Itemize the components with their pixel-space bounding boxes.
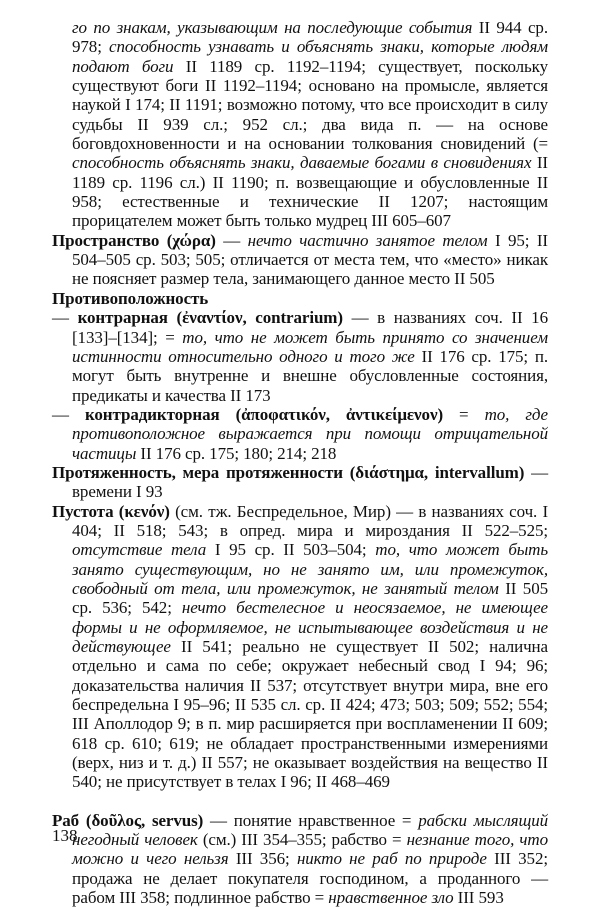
entry-text: — понятие нравственное = — [203, 810, 419, 830]
entry-headword: Раб (δοῦλος, servus) — [52, 810, 204, 830]
entry-text: (см.) III 354–355; рабство = — [197, 830, 407, 850]
entry-definition: незнание того, что можно и чего нельзя — [72, 830, 549, 869]
entry-headword: Протяженность, мера протяженности (διάστημα, intervallum) — [52, 462, 525, 482]
index-entry-protyazhennost — [52, 463, 548, 502]
entry-text: = — [443, 404, 485, 424]
entry-text: II 176 ср. 175; п. могут быть внутренне и внешне обусловленные состояния, предикаты и качества II 173 — [72, 346, 548, 405]
entry-definition: способность узнавать и объяснять знаки, которые людям подают боги — [72, 37, 548, 76]
entry-definition: способность объяснять знаки, даваемые богами в сновидениях — [72, 153, 532, 173]
entry-text: — — [215, 230, 248, 250]
entry-text: I 95; II 504–505 ср. 503; 505; отличается от места тем, что «место» никак не поясняет размер тела, занимающего данное место II 505 — [72, 230, 548, 289]
entry-definition: нечто бестелесное и неосязаемое, не имеющее формы и не оформляемое, не испытывающее воздействия и не действующее — [72, 598, 548, 656]
entry-definition: нравственное зло — [328, 888, 454, 907]
entry-headword: Противоположность — [52, 288, 209, 308]
index-subentry-kontradiktornaya — [52, 405, 548, 463]
entry-text: I 95 ср. II 503–504; — [206, 540, 376, 560]
entry-text: II 1189 ср. 1192–1194; существует, поскольку существуют боги II 1192–1194; основано на промысле, является наукой I 174; II 1191; возможно потому, что все происходит в силу судьбы II 939 сл.; 952 сл.; два вида п. — на основе боговдохновенности и на основании толкования сновидений (= — [72, 56, 549, 154]
entry-text: — времени I 93 — [72, 462, 548, 502]
entry-definition: то, где противоположное выражается при помощи отрицательной частицы — [72, 404, 548, 463]
entry-definition: отсутствие тела — [72, 540, 207, 560]
entry-headword: Пространство (χώρα) — [52, 230, 216, 250]
entry-text: II 505 ср. 536; 542; — [72, 578, 548, 618]
entry-definition: никто не раб по природе — [296, 849, 487, 869]
entry-headword: контрадикторная (ἀποφατικόν, ἀντικείμενον) — [84, 404, 444, 424]
index-page — [52, 18, 548, 907]
entry-text: II 541; реально не существует II 502; налична отдельно и сама по себе; окружает небесный свод I 94; 96; доказательства наличия II 537; отсутствует внутри мира, вне его беспредельна I 95–96; II 535 сл. ср. II 424; 473; 503; 509; 552; 554; III Аполлодор 9; в п. мир расширяется при воспламенении II 609; 618 ср. 610; 619; не обладает пространственными измерениями (верх, низ и т. д.) II 557; не оказывает воздействия на вещество II 540; не присутствует в телах I 96; II 468–469 — [72, 637, 548, 792]
index-entry-protivopolozhnost — [52, 289, 548, 308]
entry-text: — в названиях соч. II 16 [133]–[134]; = — [72, 308, 548, 347]
index-entry-continuation — [52, 18, 548, 231]
entry-definition: рабски мыслящий негодный человек — [72, 810, 548, 850]
entry-definition: то, что может быть занято существующим, но не занято им, или промежуток, свободный от тела, или промежуток, не занятый телом — [72, 540, 548, 598]
entry-text: II 1189 ср. 1196 сл.) II 1190; п. возвещающие и обусловленные II 958; естественные и технические II 1207; настоящим прорицателем может быть только мудрец III 605–607 — [72, 153, 548, 231]
entry-text: (см. тж. Беспредельное, Мир) — в названиях соч. I 404; II 518; 543; в опред. мира и мироздания II 522–525; — [72, 501, 549, 540]
index-entry-prostranstvo — [52, 231, 548, 289]
entry-definition: го по знакам, указывающим на последующие события — [72, 18, 473, 37]
entry-text: II 176 ср. 175; 180; 214; 218 — [136, 443, 337, 463]
entry-headword: контрарная (ἐναντίον, contrarium) — [77, 308, 343, 328]
entry-definition: то, что не может быть принято со значением истинности относительно одного и того же — [72, 327, 548, 366]
index-entry-rab — [52, 811, 548, 907]
index-subentry-kontrarnaya — [52, 308, 548, 405]
entry-text: III 352; продажа не делает покупателя господином, а проданного — рабом III 358; подлинное рабство = — [72, 849, 548, 907]
entry-text: II 944 ср. 978; — [72, 18, 548, 57]
entry-text: — — [52, 404, 85, 424]
entry-text: — — [52, 308, 78, 328]
entry-text: III 593 — [453, 888, 504, 907]
entry-definition: нечто частично занятое телом — [247, 230, 488, 250]
index-entry-pustota — [52, 502, 548, 792]
entry-headword: Пустота (κενόν) — [52, 501, 170, 521]
entry-text: III 356; — [228, 849, 297, 869]
page-number: 138 — [52, 826, 78, 845]
